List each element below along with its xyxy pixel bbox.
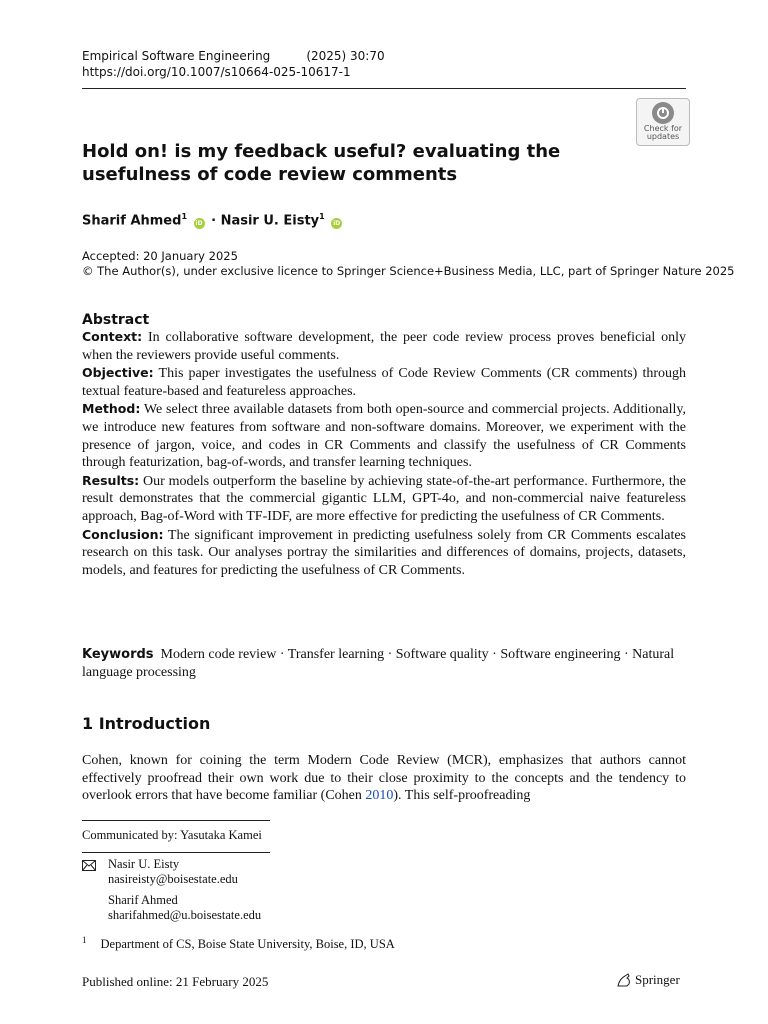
abstract-text: We select three available datasets from both open-source and commercial projects. Additionally, we introduce new features from software and non-software domains. Moreover, we experiment with the presence of jargon, voice, and codes in CR Comments and classify the usefulness of CR Comments through featurization, bag-of-words, and transfer learning techniques. (82, 402, 686, 471)
orcid-icon[interactable]: iD (195, 220, 203, 228)
footnote-rule (82, 820, 270, 821)
communicated-by: Communicated by: Yasutaka Kamei (82, 828, 262, 842)
author-affil-marker: 1 (319, 212, 325, 221)
abstract-text: The significant improvement in predicting usefulness solely from CR Comments escalates research on this task. Our analyses portray the similarities and differences of domains, projects, datasets, models, and features for predicting the usefulness of CR Comments. (82, 527, 686, 578)
author-name: Sharif Ahmed (82, 213, 182, 229)
contact-name: Nasir U. Eisty (108, 857, 180, 871)
journal-header (82, 48, 482, 64)
abstract-section (82, 328, 686, 364)
author-separator: · (211, 213, 217, 229)
abstract-body (82, 328, 686, 579)
contact-email[interactable]: sharifahmed@u.boisestate.edu (108, 908, 262, 922)
badge-line2: updates (646, 132, 680, 141)
affiliation (82, 935, 395, 952)
footnote-rule (82, 852, 270, 853)
abstract-section (82, 364, 686, 400)
affiliation-marker: 1 (82, 935, 87, 945)
doi-link[interactable]: https://doi.org/10.1007/s10664-025-10617-1 (82, 65, 351, 79)
contact-email[interactable]: nasireisty@boisestate.edu (108, 872, 238, 886)
citation-link[interactable]: 2010 (365, 788, 394, 804)
accepted-date: Accepted: 20 January 2025 (82, 249, 238, 263)
abstract-label: Method: (82, 401, 141, 417)
header-rule (82, 88, 686, 89)
journal-name: Empirical Software Engineering (82, 49, 271, 63)
check-for-updates-badge[interactable] (636, 98, 690, 146)
author-name: Nasir U. Eisty (220, 213, 320, 229)
orcid-icon[interactable]: iD (333, 220, 341, 228)
abstract-text: This paper investigates the usefulness of Code Review Comments (CR comments) through textual feature-based and featureless approaches. (82, 366, 687, 399)
intro-text: ). This self-proofreading (393, 788, 531, 804)
abstract-section (82, 526, 686, 580)
publisher-logo (616, 972, 680, 988)
abstract-section (82, 472, 686, 526)
intro-paragraph (82, 752, 686, 805)
contact-block (108, 893, 261, 923)
keywords (82, 646, 686, 682)
section-heading: 1 Introduction (82, 714, 211, 733)
paper-title: Hold on! is my feedback useful? evaluating the usefulness of code review comments (82, 141, 561, 185)
abstract-text: Our models outperform the baseline by achieving state-of-the-art performance. Furthermore, the result demonstrates that the commercial gigantic LLM, GPT-4o, and non-commercial naive featureless approach, Bag-of-Word with TF-IDF, are more effective for predicting the usefulness of CR Comments. (82, 473, 686, 524)
abstract-text: In collaborative software development, the peer code review process proves beneficial only when the reviewers provide useful comments. (82, 330, 686, 363)
keywords-label: Keywords (82, 647, 154, 662)
author-list (82, 208, 344, 230)
abstract-label: Conclusion: (82, 526, 164, 542)
abstract-label: Results: (82, 472, 140, 488)
mail-icon (82, 860, 96, 871)
published-date: Published online: 21 February 2025 (82, 974, 269, 989)
journal-volume: (2025) 30:70 (306, 49, 385, 63)
copyright-line: © The Author(s), under exclusive licence to Springer Science+Business Media, LLC, part of Springer Nature 2025 (82, 264, 735, 278)
abstract-section (82, 400, 686, 471)
author-affil-marker: 1 (181, 212, 188, 221)
springer-horse-icon (616, 973, 632, 987)
abstract-label: Context: (82, 329, 143, 344)
abstract-label: Objective: (82, 365, 154, 381)
contact-name: Sharif Ahmed (108, 893, 178, 907)
check-updates-icon (652, 102, 674, 124)
badge-line1: Check for (643, 124, 683, 133)
contact-block (108, 857, 238, 887)
affiliation-text: Department of CS, Boise State University, Boise, ID, USA (100, 937, 395, 952)
abstract-heading: Abstract (82, 312, 150, 328)
publisher-name: Springer (635, 972, 680, 987)
intro-text: Cohen, known for coining the term Modern Code Review (MCR), emphasizes that authors cannot effectively proofread their own work due to their close proximity to the concepts and the tendency to overlook errors that have become familiar (Cohen (82, 753, 686, 804)
keywords-text: Modern code review · Transfer learning · Software quality · Software engineering · Natural language processing (82, 647, 675, 680)
